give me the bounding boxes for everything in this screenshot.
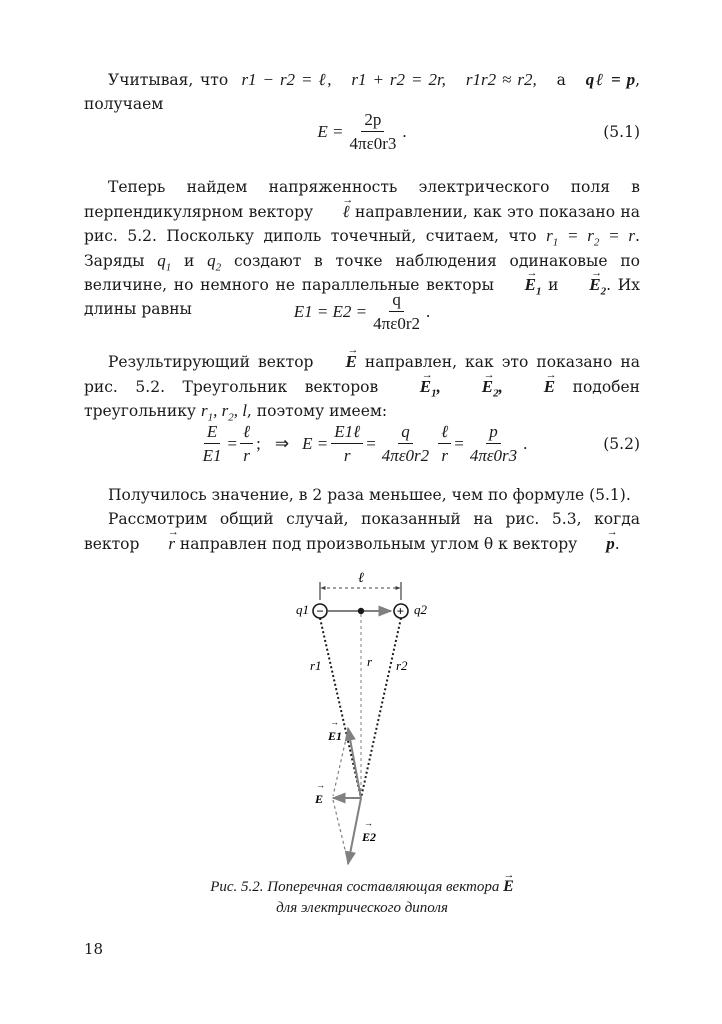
math-r1-plus-r2: r1 + r2 = 2r,	[351, 70, 446, 89]
line-r2	[361, 618, 401, 798]
vector-E1-arrow	[348, 728, 361, 798]
dimension-l	[320, 571, 401, 600]
vector-r-symbol: → r	[144, 532, 175, 556]
equation-e1-e2: E1 = E2 = $\frac{q}{4\pi\varepsilon 0r2}$ .	[293, 290, 431, 333]
vector-p-symbol: → p	[582, 532, 615, 556]
svg-text:→: →	[330, 717, 339, 727]
svg-text:→: →	[364, 818, 373, 828]
paragraph-resultant: Результирующий вектор → E направлен, как это показано на рис. 5.2. Треугольник векторов → $E_1$, → $E_2$, → E подобен треугольнику $r_1$, $r_2$, l, поэтому имеем:	[84, 350, 640, 424]
paragraph-general-case: Рассмотрим общий случай, показанный на рис. 5.3, когда вектор → r направлен под произвольным углом θ к вектору → p.	[84, 508, 640, 556]
paragraph-perpendicular: Теперь найдем напряженность электрического поля в перпендикулярном вектору → ℓ направлении, как это показано на рис. 5.2. Поскольку диполь точечный, считаем, что $r_1 = r_2 = r$. Заряды $q_1$ и $q_2$ создают в точке наблюдения одинаковые по величине, но немного не параллельные векторы → $E_1$ $и \to E_2$. Их длины равны	[84, 176, 640, 321]
label-r1: r1	[310, 658, 322, 673]
vector-E1-symbol: → $E_1$	[501, 275, 542, 294]
parallelogram-edge-bottom	[333, 800, 348, 862]
label-l: ℓ	[358, 571, 364, 586]
line-r1	[320, 618, 361, 798]
paragraph-intro: Учитывая, что r1 − r2 = ℓ, r1 + r2 = 2r, r1r2 ≈ r2, а qℓ = p, получаем	[84, 70, 641, 113]
label-q1: q1	[296, 602, 309, 617]
paragraph-result: Получилось значение, в 2 раза меньшее, чем по формуле (5.1).	[108, 486, 631, 504]
label-r2: r2	[396, 658, 408, 673]
eq51-number: (5.1)	[603, 123, 640, 141]
label-vector-E1	[327, 717, 342, 743]
vector-E2-arrow	[348, 798, 361, 864]
plus-sign: +	[396, 603, 404, 619]
page-number: 18	[84, 940, 104, 958]
vector-E-symbol: → E	[322, 352, 357, 371]
implies-arrow: ⇒	[274, 434, 290, 453]
math-r1-eq-r2-eq-r: $r_1 = r_2 = r$	[546, 226, 636, 249]
charge-q1	[313, 604, 327, 619]
eqE1-fraction: $\frac{q}{4\pi\varepsilon 0r2}$	[373, 290, 421, 333]
math-q1: $q_1$	[157, 250, 172, 273]
figure-caption: Рис. 5.2. Поперечная составляющая вектора → E для электрического диполя	[84, 876, 640, 919]
eq51-lhs: E =	[317, 122, 344, 141]
label-vector-E	[314, 780, 325, 806]
minus-sign: −	[316, 603, 324, 619]
math-r1r2: r1r2 ≈ r2,	[465, 70, 537, 89]
math-r1-r2-l: $r_1$, $r_2$, l	[200, 401, 247, 424]
vector-triangle-symbols: → $E_1$, → $E_2$, → E	[396, 377, 555, 396]
label-r: r	[367, 654, 373, 669]
vector-E2-symbol: → $E_2$	[565, 275, 606, 294]
label-vector-E2	[361, 818, 376, 844]
eq52-number: (5.2)	[603, 435, 640, 453]
eqE1-lhs: E1 = E2 =	[293, 302, 368, 321]
charge-q2	[394, 604, 408, 619]
label-q2: q2	[414, 602, 427, 617]
math-ql-eq-p: qℓ = p	[585, 70, 636, 89]
equation-5-1: E = $\frac{2p}{4\pi\varepsilon 0r3}$ . (5.1)	[317, 110, 640, 153]
svg-text:E: E	[315, 792, 324, 806]
vector-l-symbol: → ℓ	[319, 200, 350, 224]
svg-text:→: →	[316, 780, 325, 790]
svg-text:E1: E1	[328, 729, 343, 743]
svg-text:E2: E2	[362, 830, 377, 844]
equation-5-2: $\frac{E}{E1}$ = $\frac{\text{ℓ}}{r}$ ; ⇒ E = $\frac{\text{E1ℓ}}{r}$ = $\frac{q}{4\pi\varepsilon 0r2}$ $\frac{\text{ℓ}}{r}$ = $\frac{p}{4\pi\varepsilon 0r3}$ . (5.2)	[202, 422, 640, 465]
math-r1-minus-r2: r1 − r2 = ℓ,	[241, 70, 332, 89]
math-q2: $q_2$	[207, 250, 222, 273]
eq51-fraction: $\frac{2p}{4\pi\varepsilon 0r3}$	[349, 110, 397, 153]
dipole-center	[358, 608, 364, 614]
